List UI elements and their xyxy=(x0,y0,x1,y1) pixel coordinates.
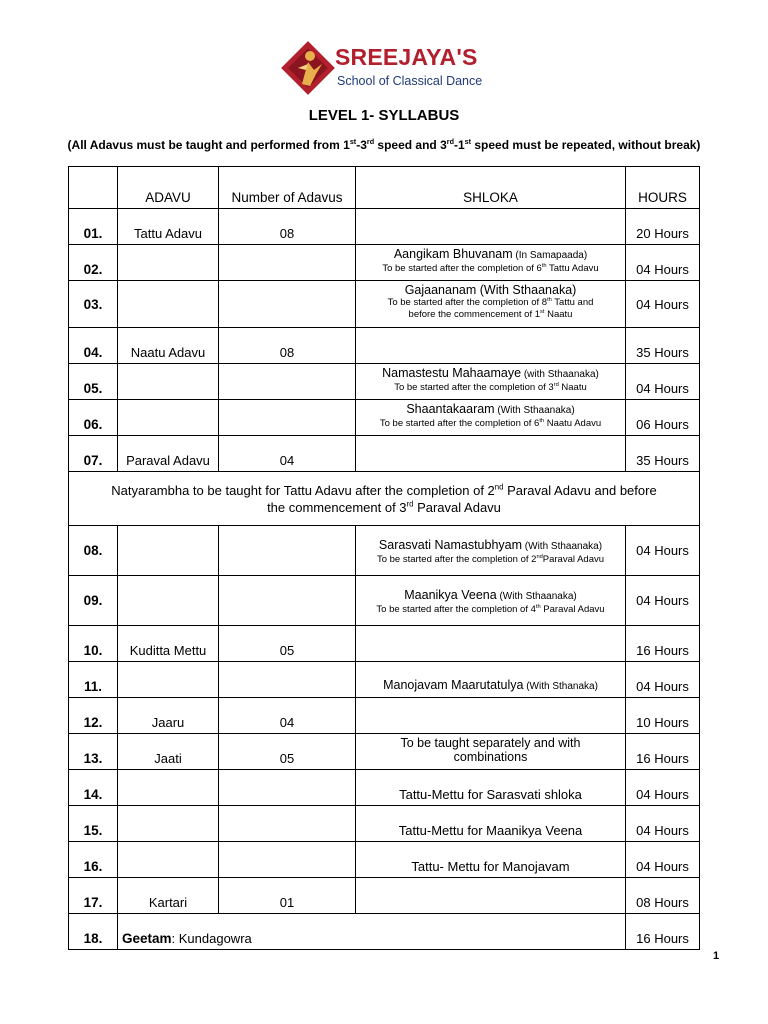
row-shloka xyxy=(356,626,626,662)
row-count: 04 xyxy=(219,436,356,472)
shloka-note-2: before the commencement of 1st Naatu xyxy=(408,308,573,320)
row-count xyxy=(219,526,356,576)
row-count xyxy=(219,364,356,400)
natyarambha-line-1: Natyarambha to be taught for Tattu Adavu after the completion of 2nd Paraval Adavu and before xyxy=(111,482,657,498)
row-shloka xyxy=(356,436,626,472)
row-hours: 04 Hours xyxy=(626,526,700,576)
row-shloka xyxy=(356,878,626,914)
row-count xyxy=(219,576,356,626)
row-shloka xyxy=(356,400,626,436)
table-row xyxy=(69,914,700,950)
row-number: 18. xyxy=(69,914,118,950)
row-adavu: Jaati xyxy=(118,734,219,770)
row-shloka xyxy=(356,245,626,281)
header-hours: HOURS xyxy=(626,167,700,209)
row-count xyxy=(219,806,356,842)
page-number: 1 xyxy=(713,950,720,962)
geetam-value: : Kundagowra xyxy=(171,931,252,946)
row-count: 05 xyxy=(219,734,356,770)
row-hours: 20 Hours xyxy=(626,209,700,245)
row-hours: 04 Hours xyxy=(626,576,700,626)
shloka-title: Sarasvati Namastubhyam (With Sthaanaka) xyxy=(378,537,603,552)
row-number: 08. xyxy=(69,526,118,576)
header-shloka: SHLOKA xyxy=(356,167,626,209)
row-shloka xyxy=(356,734,626,770)
row-number: 06. xyxy=(69,400,118,436)
table-row xyxy=(69,328,700,364)
row-adavu xyxy=(118,400,219,436)
row-hours: 16 Hours xyxy=(626,914,700,950)
table-row xyxy=(69,842,700,878)
row-count xyxy=(219,770,356,806)
row-number: 03. xyxy=(69,281,118,328)
table-row xyxy=(69,245,700,281)
geetam-label: Geetam xyxy=(122,931,172,946)
row-adavu: Tattu Adavu xyxy=(118,209,219,245)
row-shloka: Tattu-Mettu for Sarasvati shloka xyxy=(356,770,626,806)
header-adavu: ADAVU xyxy=(118,167,219,209)
row-hours: 04 Hours xyxy=(626,364,700,400)
row-adavu xyxy=(118,770,219,806)
table-row xyxy=(69,878,700,914)
row-hours: 04 Hours xyxy=(626,806,700,842)
row-shloka: Tattu-Mettu for Maanikya Veena xyxy=(356,806,626,842)
row-adavu xyxy=(118,576,219,626)
row-number: 04. xyxy=(69,328,118,364)
row-shloka xyxy=(356,698,626,734)
row-adavu xyxy=(118,245,219,281)
row-number: 11. xyxy=(69,662,118,698)
table-row xyxy=(69,281,700,328)
shloka-note: To be started after the completion of 8th Tattu and xyxy=(387,296,594,308)
row-adavu xyxy=(118,806,219,842)
row-adavu: Naatu Adavu xyxy=(118,328,219,364)
row-hours: 04 Hours xyxy=(626,662,700,698)
geetam-cell xyxy=(118,914,626,950)
table-row xyxy=(69,364,700,400)
table-row xyxy=(69,576,700,626)
row-hours: 06 Hours xyxy=(626,400,700,436)
row-hours: 16 Hours xyxy=(626,734,700,770)
natyarambha-row xyxy=(69,472,700,526)
natyarambha-note xyxy=(69,472,700,526)
shloka-title: To be taught separately and with combinations xyxy=(400,736,581,764)
row-number: 15. xyxy=(69,806,118,842)
table-row xyxy=(69,526,700,576)
shloka-title: Shaantakaaram (With Sthaanaka) xyxy=(406,402,575,416)
table-row xyxy=(69,209,700,245)
shloka-note: To be started after the completion of 2ndParaval Adavu xyxy=(376,553,605,565)
row-adavu xyxy=(118,662,219,698)
school-logo xyxy=(280,40,495,96)
row-count: 04 xyxy=(219,698,356,734)
row-shloka: Tattu- Mettu for Manojavam xyxy=(356,842,626,878)
row-adavu xyxy=(118,842,219,878)
row-count: 08 xyxy=(219,209,356,245)
dancer-emblem-icon xyxy=(280,40,336,96)
header-num xyxy=(69,167,118,209)
table-row xyxy=(69,626,700,662)
shloka-note: To be started after the completion of 6th Tattu Adavu xyxy=(382,262,599,274)
shloka-title: Maanikya Veena (With Sthaanaka) xyxy=(404,587,577,602)
shloka-note: To be started after the completion of 4th Paraval Adavu xyxy=(376,603,605,615)
shloka-title: Manojavam Maarutatulya (With Sthanaka) xyxy=(383,678,598,692)
row-shloka xyxy=(356,209,626,245)
header-count: Number of Adavus xyxy=(219,167,356,209)
shloka-title: Aangikam Bhuvanam (In Samapaada) xyxy=(393,247,588,261)
table-row xyxy=(69,770,700,806)
table-row xyxy=(69,662,700,698)
syllabus-table xyxy=(68,166,700,950)
row-number: 14. xyxy=(69,770,118,806)
row-count xyxy=(219,281,356,328)
row-count xyxy=(219,662,356,698)
row-adavu: Kuditta Mettu xyxy=(118,626,219,662)
row-hours: 16 Hours xyxy=(626,626,700,662)
shloka-note: To be started after the completion of 3rd Naatu xyxy=(394,381,587,393)
row-adavu: Kartari xyxy=(118,878,219,914)
row-hours: 08 Hours xyxy=(626,878,700,914)
row-count: 05 xyxy=(219,626,356,662)
row-hours: 04 Hours xyxy=(626,281,700,328)
row-adavu xyxy=(118,281,219,328)
shloka-title: Namastestu Mahaamaye (with Sthaanaka) xyxy=(382,366,599,380)
row-hours: 04 Hours xyxy=(626,245,700,281)
row-count xyxy=(219,842,356,878)
table-header-row xyxy=(69,167,700,209)
row-shloka xyxy=(356,662,626,698)
row-adavu: Jaaru xyxy=(118,698,219,734)
shloka-title: Gajaananam (With Sthaanaka) xyxy=(404,283,577,297)
row-hours: 04 Hours xyxy=(626,842,700,878)
logo-tagline: School of Classical Dance xyxy=(337,74,483,88)
row-adavu xyxy=(118,364,219,400)
row-hours: 10 Hours xyxy=(626,698,700,734)
row-hours: 04 Hours xyxy=(626,770,700,806)
shloka-note: To be started after the completion of 6th Naatu Adavu xyxy=(379,417,602,429)
row-shloka xyxy=(356,364,626,400)
row-count: 08 xyxy=(219,328,356,364)
row-hours: 35 Hours xyxy=(626,328,700,364)
logo-brand-name: SREEJAYA'S xyxy=(335,44,478,70)
row-adavu xyxy=(118,526,219,576)
instructions-subtitle: (All Adavus must be taught and performed from 1st-3rd speed and 3rd-1st speed must be repeated, without break) xyxy=(67,137,701,152)
row-hours: 35 Hours xyxy=(626,436,700,472)
row-count: 01 xyxy=(219,878,356,914)
row-number: 12. xyxy=(69,698,118,734)
table-row xyxy=(69,400,700,436)
row-number: 01. xyxy=(69,209,118,245)
row-number: 17. xyxy=(69,878,118,914)
row-count xyxy=(219,245,356,281)
row-number: 02. xyxy=(69,245,118,281)
row-shloka xyxy=(356,281,626,328)
table-row xyxy=(69,698,700,734)
row-adavu: Paraval Adavu xyxy=(118,436,219,472)
row-count xyxy=(219,400,356,436)
row-number: 13. xyxy=(69,734,118,770)
row-number: 05. xyxy=(69,364,118,400)
row-shloka xyxy=(356,526,626,576)
page-title: LEVEL 1- SYLLABUS xyxy=(308,107,460,124)
table-row xyxy=(69,806,700,842)
row-number: 07. xyxy=(69,436,118,472)
table-row xyxy=(69,734,700,770)
row-number: 16. xyxy=(69,842,118,878)
row-number: 09. xyxy=(69,576,118,626)
natyarambha-line-2: the commencement of 3rd Paraval Adavu xyxy=(267,499,501,515)
row-number: 10. xyxy=(69,626,118,662)
row-shloka xyxy=(356,328,626,364)
table-row xyxy=(69,436,700,472)
row-shloka xyxy=(356,576,626,626)
